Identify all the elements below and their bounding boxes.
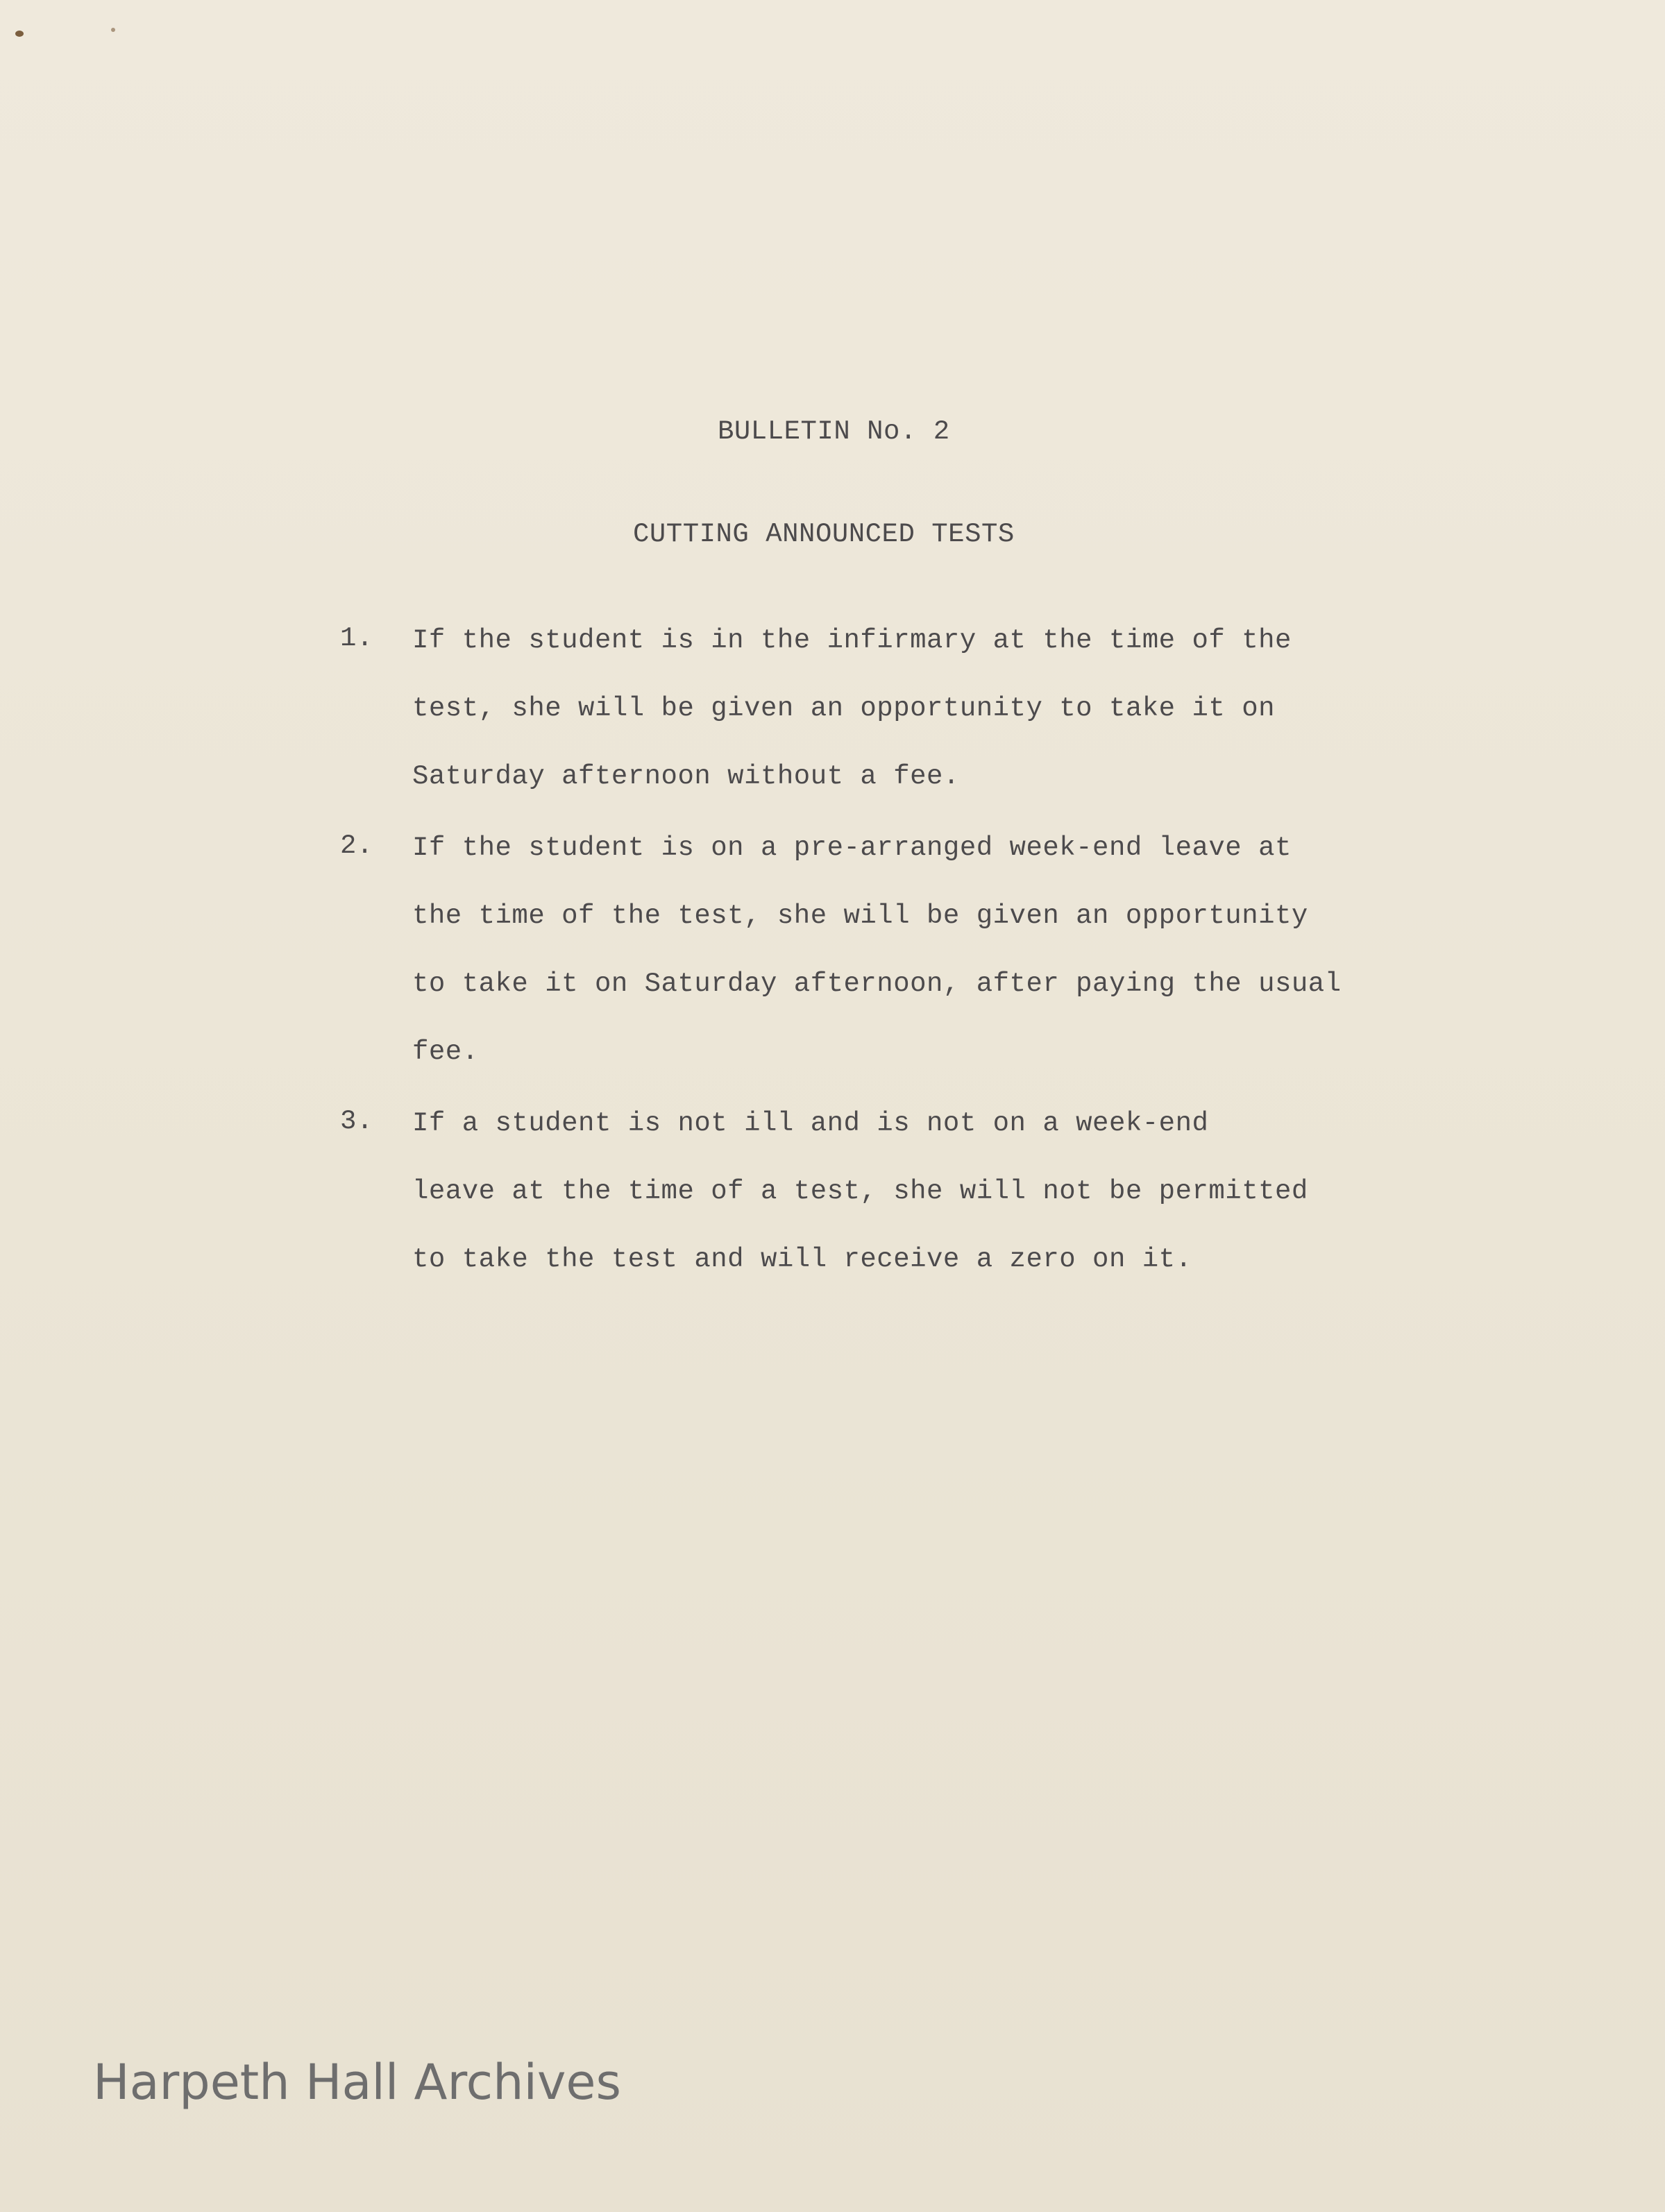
item-line: test, she will be given an opportunity to take it on <box>412 693 1275 724</box>
item-line: If the student is in the infirmary at the time of the <box>412 625 1292 656</box>
item-line: If the student is on a pre-arranged week-end leave at <box>412 833 1292 863</box>
item-line: to take it on Saturday afternoon, after paying the usual <box>412 969 1342 999</box>
archive-watermark: Harpeth Hall Archives <box>93 2054 621 2111</box>
item-number: 1. <box>340 623 373 654</box>
item-line: to take the test and will receive a zero on it. <box>412 1244 1192 1275</box>
item-text <box>412 623 1292 827</box>
paper-speck <box>111 28 115 32</box>
paper-speck <box>15 31 24 37</box>
item-line: If a student is not ill and is not on a week-end <box>412 1108 1209 1139</box>
bulletin-title: BULLETIN No. 2 <box>718 416 950 447</box>
item-line: the time of the test, she will be given an opportunity <box>412 901 1308 931</box>
item-number: 3. <box>340 1106 373 1137</box>
item-text <box>412 1106 1308 1310</box>
item-line: Saturday afternoon without a fee. <box>412 761 960 792</box>
item-line: fee. <box>412 1037 479 1067</box>
item-number: 2. <box>340 831 373 861</box>
bulletin-subtitle: CUTTING ANNOUNCED TESTS <box>633 519 1015 550</box>
item-line: leave at the time of a test, she will not be permitted <box>412 1176 1308 1207</box>
item-text <box>412 831 1342 1103</box>
